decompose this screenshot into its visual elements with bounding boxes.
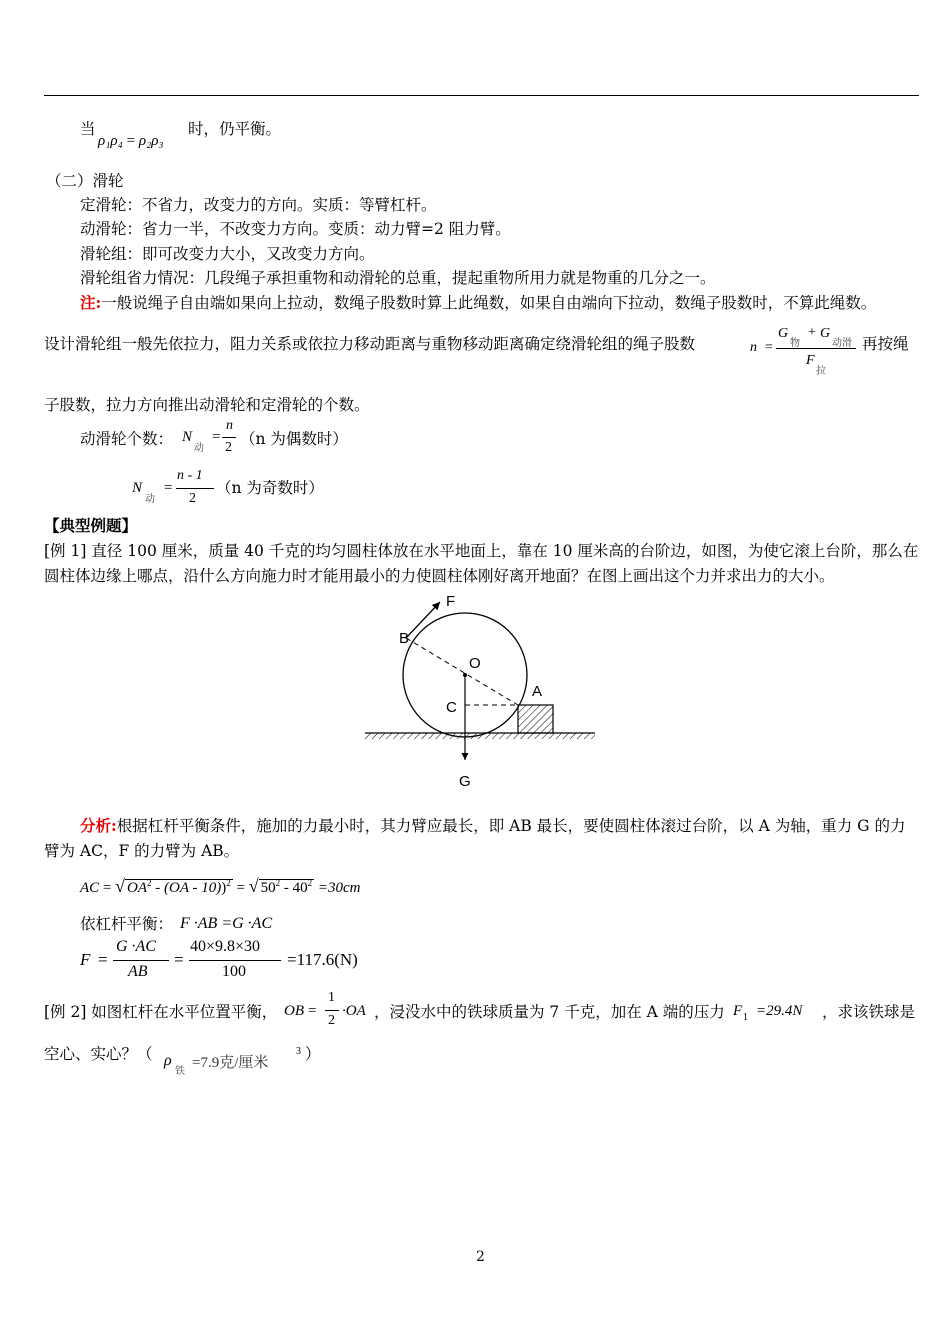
pulley-block-line: 滑轮组：即可改变力大小，又改变力方向。 bbox=[80, 245, 375, 263]
note-line bbox=[80, 293, 876, 313]
examples-title: 【典型例题】 bbox=[44, 516, 138, 535]
dyn-count-label: 动滑轮个数： bbox=[80, 430, 174, 448]
label-o: O bbox=[469, 655, 481, 672]
fixed-pulley-line: 定滑轮：不省力，改变力的方向。实质：等臂杠杆。 bbox=[80, 196, 437, 214]
design-text: 设计滑轮组一般先依拉力，阻力关系或依拉力移动距离与重物移动距离确定绕滑轮组的绳子股数 bbox=[44, 335, 696, 353]
balance-prefix: 当 bbox=[80, 120, 96, 138]
design-text-2: 子股数，拉力方向推出动滑轮和定滑轮的个数。 bbox=[44, 396, 370, 414]
center-dot bbox=[463, 673, 467, 677]
balance-equation: F ·AB =G ·AC bbox=[180, 915, 273, 932]
example2-mid: ，浸没水中的铁球质量为 7 千克，加在 A 端的压力 bbox=[374, 1003, 725, 1021]
example2-line2: 空心、实心？（ bbox=[44, 1045, 153, 1063]
label-b: B bbox=[399, 630, 410, 647]
line-ab bbox=[406, 638, 518, 705]
pulley-force-line: 滑轮组省力情况：几段绳子承担重物和动滑轮的总重，提起重物所用力就是物重的几分之一。 bbox=[80, 269, 716, 287]
balance-suffix: 时，仍平衡。 bbox=[188, 120, 282, 138]
analysis-line1: 分析:根据杠杆平衡条件，施加的力最小时，其力臂应最长，即 AB 最长，要使圆柱体滚过台阶，以 A 为轴，重力 G 的力 bbox=[80, 816, 906, 835]
design-tail: 再按绳 bbox=[862, 335, 909, 353]
example2-close: ） bbox=[305, 1045, 321, 1063]
note-label: 注: bbox=[80, 293, 102, 312]
note-text: 一般说绳子自由端如果向上拉动，数绳子股数时算上此绳数，如果自由端向下拉动，数绳子股数时，不算此绳数。 bbox=[101, 294, 877, 312]
step-block bbox=[518, 705, 553, 733]
label-f: F bbox=[446, 593, 456, 610]
ac-formula: AC = √ $OA^2 - (OA - 10))^2$ = √ $50^2 - 40^2 =30cm$ bbox=[80, 876, 361, 896]
example2-tail: ，求该铁球是 bbox=[822, 1003, 916, 1021]
page-number: 2 bbox=[476, 1249, 485, 1265]
label-g: G bbox=[459, 773, 471, 790]
example2-prefix: [例 2] 如图杠杆在水平位置平衡， bbox=[44, 1003, 278, 1021]
section-title-pulley: （二）滑轮 bbox=[46, 172, 124, 190]
balance-label: 依杠杆平衡： bbox=[80, 915, 174, 933]
force-arrow bbox=[406, 602, 440, 638]
ground-hatch bbox=[365, 733, 595, 739]
label-c: C bbox=[446, 699, 457, 716]
label-a: A bbox=[532, 683, 543, 700]
analysis-line2: 臂为 AC，F 的力臂为 AB。 bbox=[44, 842, 240, 860]
movable-pulley-line: 动滑轮：省力一半，不改变力方向。变质：动力臂=2 阻力臂。 bbox=[80, 220, 511, 238]
example1-line2: 圆柱体边缘上哪点，沿什么方向施力时才能用最小的力使圆柱体刚好离开地面？在图上画出这个力并求出力的大小。 bbox=[44, 567, 835, 585]
example1-line1: [例 1] 直径 100 厘米，质量 40 千克的均匀圆柱体放在水平地面上，靠在 10 厘米高的台阶边，如图，为使它滚上台阶，那么在 bbox=[44, 542, 919, 560]
cylinder-step-figure bbox=[360, 588, 605, 793]
analysis-label: 分析: bbox=[80, 816, 117, 835]
rho-equation: ρ₁ρ₄ = ρ₂ρ₃ bbox=[98, 133, 164, 149]
header-rule bbox=[44, 95, 919, 96]
